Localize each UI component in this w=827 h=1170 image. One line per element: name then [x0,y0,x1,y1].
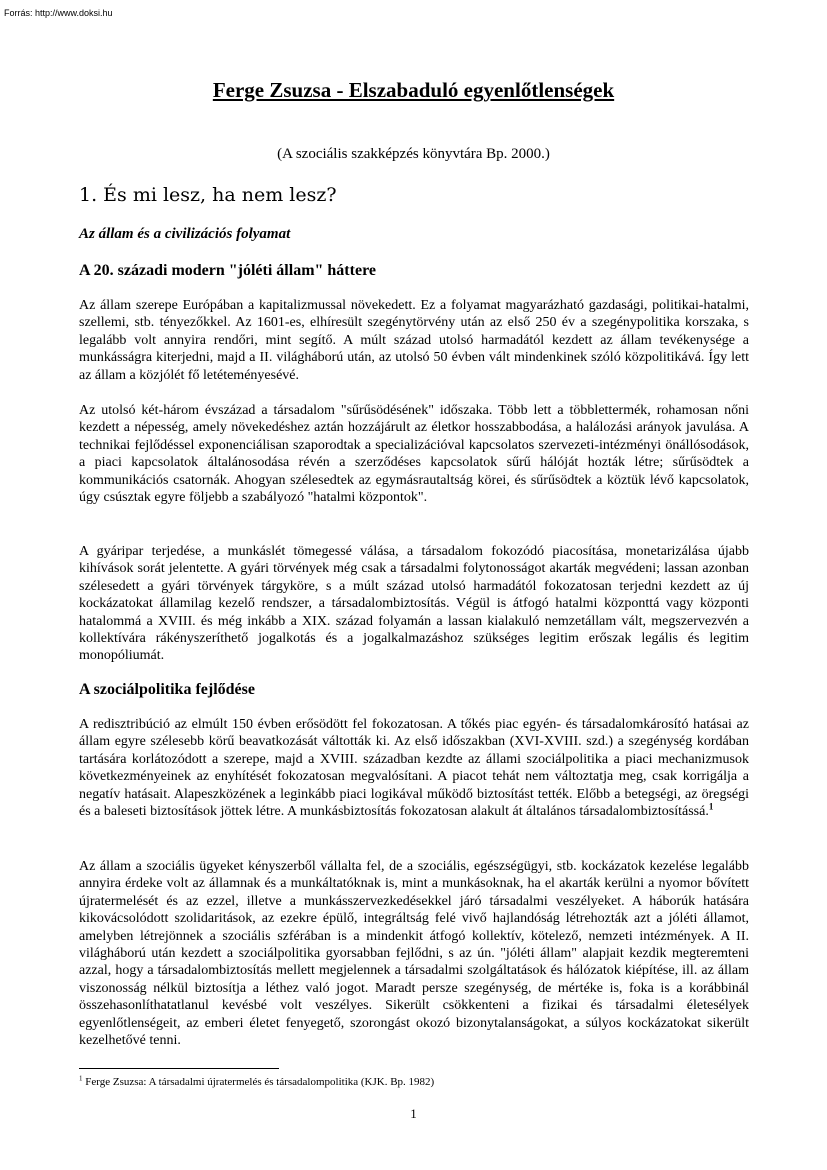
paragraph: A gyáripar terjedése, a munkáslét tömegessé válása, a társadalom fokozódó piacosítása, monetarizálása újabb kihívások sorát jelentette. A gyári törvények még csak a társadalmi folytonosságot akarták megvédeni; lassan azonban szélesedett a gyári törvények tárgyköre, s a múlt század utolsó harmadától fokozatosan terjedni kezdett az új kockázatokat államilag kezelő rendszer, a társadalombiztosítás. Végül is átfogó hatalmi központtá vagy központi hatalommá a XVIII. és még inkább a XIX. század folyamán a lassan kialakuló nemzetállam vált, megszervezvén a kollektívára rákényszeríthető jogalkotás és a jogalkalmazáshoz szükséges legitim erőszak legális és legitim monopóliumát. [79,544,749,664]
chapter-heading: 1. És mi lesz, ha nem lesz? [79,184,337,206]
footnote-reference[interactable]: 1 [708,801,714,812]
paragraph: Az állam a szociális ügyeket kényszerből vállalta fel, de a szociális, egészségügyi, stb. kockázatok kezelése legalább annyira érdeke volt az államnak és a munkáltatóknak is, mint a munkásoknak, ha el akarták kerülni a nyomor bővített újratermelését és az ezzel, illetve a munkásszervezkedésekkel járó társadalmi veszélyeket. A háborúk hatására kikovácsolódott szolidaritások, az ezekre épülő, integráltság felé vivő hajlandóság létrehozták azt a jóléti államot, amelyben létrejönnek a szociális szférában is a mindenkit átfogó kollektív, kötelező, nemzeti intézmények. A II. világháború után kezdett a szociálpolitika gyorsabban fejlődni, s az ún. "jóléti állam" alapjait kezdik megteremteni azzal, hogy a társadalombiztosítás mellett megjelennek a társadalmi szolgáltatások és hálózatok kiépítése, ill. az állam viszonosság nélkül biztosítja a léthez való jogot. Maradt persze szegénység, de mértéke is, foka is a korábbinál összehasonlíthatatlanul kevésbé volt veszélyes. Sikerült csökkenteni a fizikai és társadalmi életesélyek egyenlőtlenségeit, az emberi életet fenyegető, szorongást okozó bizonytalanságokat, a súlyos kockázatokat sikerült kezelhetővé tenni. [79,859,749,1049]
footnote-marker: 1 [79,1074,83,1083]
source-url-header: Forrás: http://www.doksi.hu [4,8,113,18]
paragraph: Az utolsó két-három évszázad a társadalom "sűrűsödésének" időszaka. Több lett a többlettermék, rohamosan nőni kezdett a népesség, amely növekedéshez aztán hozzájárult az életkor hosszabbodása, a halálozási arányok javulása. A technikai fejlődéssel exponenciálisan szaporodtak a specializációval kapcsolatos szervezeti-intézményi önállósodások, a piaci kapcsolatok általánosodása révén a szerződéses kapcsolatok sűrű hálóját hozták létre; sűrűsödtek a kommunikációs csatornák. Ahogyan szélesedtek az egymásrautaltság körei, és sűrűsödtek a köztük lévő kapcsolatok, úgy csúsztak egyre följebb a szabályozó "hatalmi központok". [79,403,749,506]
paragraph: Az állam szerepe Európában a kapitalizmussal növekedett. Ez a folyamat magyarázható gazdasági, politikai-hatalmi, szellemi, stb. tényezőkkel. Az 1601-es, elhíresült szegénytörvény után az első 250 év a szegénypolitika korszaka, s legalább volt annyira rendőri, mint segítő. A múlt század utolsó harmadától kezdett az állam tevékenysége a munkásságra kiterjedni, majd a II. világháború után, az utolsó 50 évben vált mindenkinek szóló közpolitikává. Így lett az állam a közjólét fő letéteményesévé. [79,298,749,383]
section-heading-social-policy: A szociálpolitika fejlődése [79,681,255,698]
footnote-separator [79,1068,279,1069]
paragraph [79,716,749,820]
section-heading-welfare-state: A 20. századi modern "jóléti állam" háttere [79,262,376,279]
footnote [79,1076,434,1088]
document-title: Ferge Zsuzsa - Elszabaduló egyenlőtlenségek [212,78,615,102]
paragraph-text: A redisztribúció az elmúlt 150 évben erősödött fel fokozatosan. A tőkés piac egyén- és társadalomkárosító hatásai az állam egyre szélesebb körű beavatkozását váltották ki. Az első időszakban (XVI-XVIII. szd.) a szegénység kordában tartására korlátozódott a szerepe, majd a XVIII. században kezdte az állami szociálpolitika a piaci mechanizmusok következményeinek az enyhítését fokozatosan megvalósítani. A piacot tehát nem változtatja meg, csak korrigálja a negatív hatásait. Alapeszközének a leginkább piaci logikával működő biztosítást tették. Előbb a betegségi, az öregségi és a baleseti biztosítások jöttek létre. A munkásbiztosítás fokozatosan alakult át általános társadalombiztosítássá. [79,717,749,820]
document-subtitle: (A szociális szakképzés könyvtára Bp. 2000.) [277,146,550,162]
page-number: 1 [410,1106,417,1121]
footnote-text: Ferge Zsuzsa: A társadalmi újratermelés és társadalompolitika (KJK. Bp. 1982) [85,1076,435,1088]
section-heading-italic: Az állam és a civilizációs folyamat [79,226,291,242]
